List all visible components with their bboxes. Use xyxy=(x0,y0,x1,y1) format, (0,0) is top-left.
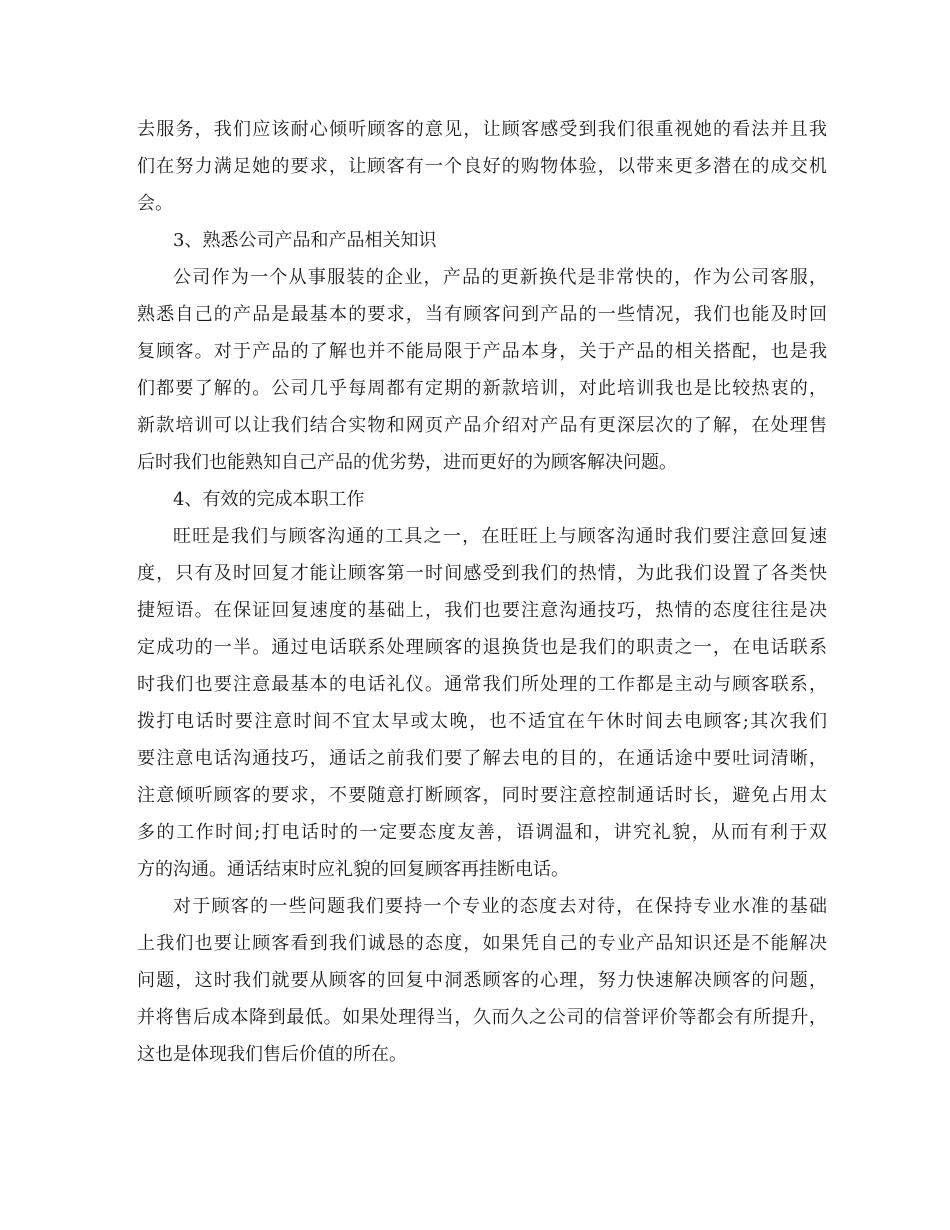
paragraph-line: 复顾客。对于产品的了解也并不能局限于产品本身，关于产品的相关搭配，也是我 xyxy=(137,341,827,362)
paragraph-line: 问题，这时我们就要从顾客的回复中洞悉顾客的心理，努力快速解决顾客的问题， xyxy=(137,970,827,991)
paragraph-line: 注意倾听顾客的要求，不要随意打断顾客，同时要注意控制通话时长，避免占用太 xyxy=(137,785,827,806)
paragraph-line: 定成功的一半。通过电话联系处理顾客的退换货也是我们的职责之一，在电话联系 xyxy=(137,637,827,658)
paragraph-line: 后时我们也能熟知自己产品的优劣势，进而更好的为顾客解决问题。 xyxy=(137,452,677,473)
paragraph-line: 要注意电话沟通技巧，通话之前我们要了解去电的目的，在通话途中要吐词清晰， xyxy=(137,748,827,769)
paragraph-line: 度，只有及时回复才能让顾客第一时间感受到我们的热情，为此我们设置了各类快 xyxy=(137,563,827,584)
paragraph-line: 捷短语。在保证回复速度的基础上，我们也要注意沟通技巧，热情的态度往往是决 xyxy=(137,600,827,621)
paragraph-line: 并将售后成本降到最低。如果处理得当，久而久之公司的信誉评价等都会有所提升， xyxy=(137,1007,827,1028)
paragraph-line: 新款培训可以让我们结合实物和网页产品介绍对产品有更深层次的了解，在处理售 xyxy=(137,415,827,436)
paragraph-line: 去服务，我们应该耐心倾听顾客的意见，让顾客感受到我们很重视她的看法并且我 xyxy=(137,119,827,140)
paragraph-line: 们都要了解的。公司几乎每周都有定期的新款培训，对此培训我也是比较热衷的， xyxy=(137,378,827,399)
paragraph-line: 们在努力满足她的要求，让顾客有一个良好的购物体验，以带来更多潜在的成交机 xyxy=(137,156,827,177)
paragraph-line: 这也是体现我们售后价值的所在。 xyxy=(137,1044,407,1065)
paragraph-line: 熟悉自己的产品是最基本的要求，当有顾客问到产品的一些情况，我们也能及时回 xyxy=(137,304,827,325)
paragraph-line: 上我们也要让顾客看到我们诚恳的态度，如果凭自己的专业产品知识还是不能解决 xyxy=(137,933,827,954)
paragraph-line: 会。 xyxy=(137,193,173,214)
paragraph-line: 对于顾客的一些问题我们要持一个专业的态度去对待，在保持专业水准的基础 xyxy=(173,896,827,917)
paragraph-line: 方的沟通。通话结束时应礼貌的回复顾客再挂断电话。 xyxy=(137,859,569,880)
paragraph-line: 公司作为一个从事服装的企业，产品的更新换代是非常快的，作为公司客服， xyxy=(173,267,827,288)
paragraph-line: 拨打电话时要注意时间不宜太早或太晚，也不适宜在午休时间去电顾客;其次我们 xyxy=(137,711,827,732)
section-heading: 3、熟悉公司产品和产品相关知识 xyxy=(173,230,437,251)
section-heading: 4、有效的完成本职工作 xyxy=(173,489,365,510)
paragraph-line: 多的工作时间;打电话时的一定要态度友善，语调温和，讲究礼貌，从而有利于双 xyxy=(137,822,827,843)
paragraph-line: 旺旺是我们与顾客沟通的工具之一，在旺旺上与顾客沟通时我们要注意回复速 xyxy=(173,526,827,547)
paragraph-line: 时我们也要注意最基本的电话礼仪。通常我们所处理的工作都是主动与顾客联系， xyxy=(137,674,827,695)
